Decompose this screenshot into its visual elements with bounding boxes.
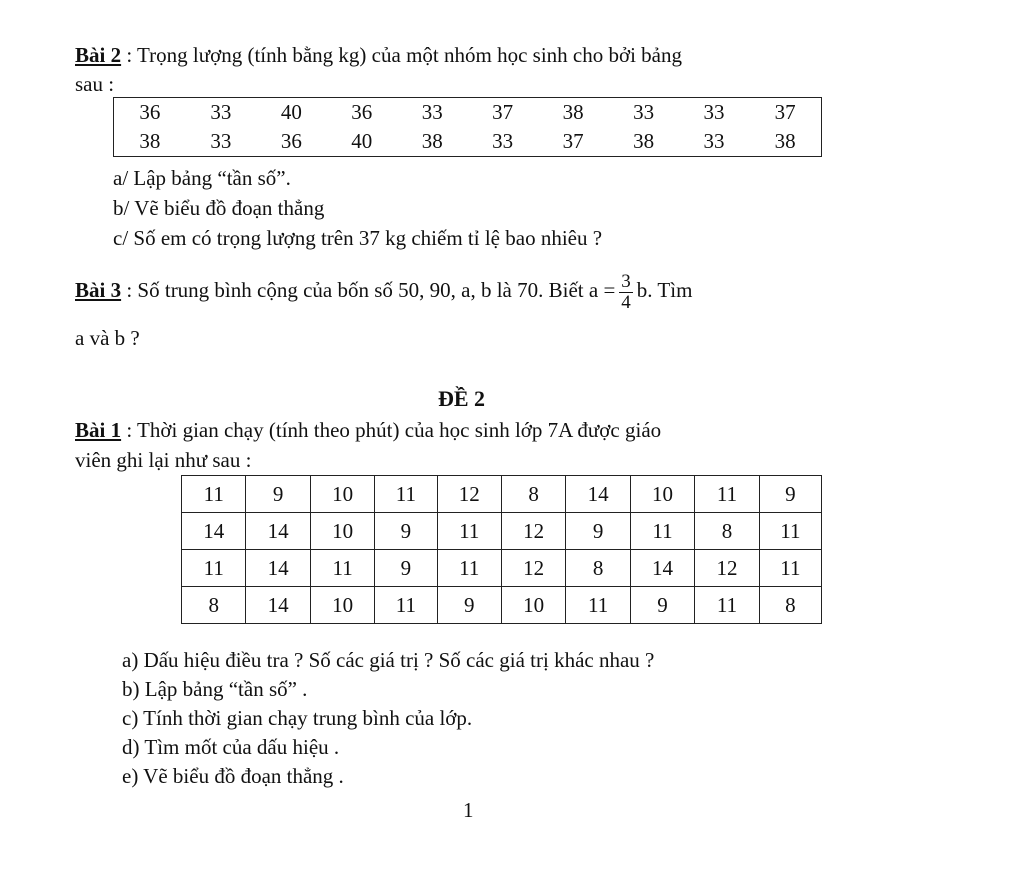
bai2-table-cell: 33 [703,100,725,124]
bai1-table-cell: 12 [501,513,565,550]
fraction-3-4 [619,272,633,313]
bai1-table-cell: 14 [246,550,310,587]
bai1-table-cell: 11 [695,587,759,624]
bai1-table-cell: 11 [695,476,759,513]
bai1-table-cell: 8 [182,587,246,624]
bai1-table-cell: 12 [695,550,759,587]
bai1-table-cell: 11 [437,513,501,550]
bai2-table-cell: 36 [139,100,161,124]
bai1-table-cell: 9 [375,513,437,550]
bai2-table-cell: 37 [492,100,514,124]
bai1-table-cell: 11 [566,587,630,624]
bai1-table-cell: 9 [246,476,310,513]
bai1-table-cell: 11 [375,476,437,513]
bai2-question-c: c/ Số em có trọng lượng trên 37 kg chiếm tỉ lệ bao nhiêu ? [113,226,603,250]
bai2-table-cell: 40 [351,129,373,153]
bai1-table-cell: 14 [246,587,310,624]
bai1-table-cell: 8 [501,476,565,513]
bai1-question-d: d) Tìm mốt của dấu hiệu . [122,735,340,759]
bai1-table-row [182,587,822,624]
bai1-table-cell: 10 [310,513,374,550]
bai2-table-cell: 33 [492,129,514,153]
bai1-table-cell: 11 [310,550,374,587]
bai1-table-cell: 12 [501,550,565,587]
bai1-table-row [182,513,822,550]
bai3-text-after: b. Tìm [636,278,693,302]
bai2-question-a: a/ Lập bảng “tần số”. [113,166,291,190]
bai1-table-cell: 12 [437,476,501,513]
bai2-table-cell: 38 [421,129,443,153]
bai2-text: : Trọng lượng (tính bằng kg) của một nhóm học sinh cho bởi bảng [126,43,682,67]
bai2-table-cell: 33 [210,129,232,153]
bai1-table-cell: 10 [310,476,374,513]
bai1-question-e: e) Vẽ biểu đồ đoạn thẳng . [122,764,344,788]
bai1-question-c: c) Tính thời gian chạy trung bình của lớp. [122,706,473,730]
bai1-table-cell: 14 [182,513,246,550]
bai1-table-cell: 11 [630,513,694,550]
bai1-table-cell: 9 [759,476,821,513]
bai2-line1 [75,43,682,67]
bai1-table-cell: 11 [182,550,246,587]
bai1-table-cell: 8 [695,513,759,550]
bai1-table-row [182,476,822,513]
bai2-table-cell: 37 [774,100,796,124]
bai1-line1 [75,418,661,442]
bai2-line2: sau : [75,72,115,96]
fraction-denominator: 4 [621,291,631,313]
bai3-line1 [75,270,692,313]
bai1-table-cell: 14 [246,513,310,550]
bai1-time-table [181,475,822,624]
bai2-table-cell: 33 [210,100,232,124]
bai2-title: Bài 2 [75,43,122,67]
bai2-table-cell: 36 [351,100,373,124]
bai2-table-row [114,127,822,157]
bai2-table-cell: 33 [703,129,725,153]
bai2-weight-table [113,97,822,157]
bai1-table-cell: 10 [310,587,374,624]
bai1-text: : Thời gian chạy (tính theo phút) của học sinh lớp 7A được giáo [126,418,662,442]
bai1-line2: viên ghi lại như sau : [75,448,252,472]
bai2-table-cell: 33 [421,100,443,124]
bai1-table-cell: 8 [759,587,821,624]
bai2-table-cell: 36 [280,129,302,153]
bai2-question-b: b/ Vẽ biểu đồ đoạn thẳng [113,196,325,220]
bai2-table-cell: 40 [280,100,302,124]
page-number: 1 [463,798,474,822]
bai1-table-cell: 10 [630,476,694,513]
bai3-title: Bài 3 [75,278,122,302]
bai1-table-cell: 9 [566,513,630,550]
bai1-table-cell: 11 [759,550,821,587]
bai1-question-b: b) Lập bảng “tần số” . [122,677,308,701]
bai2-table-row [114,98,822,128]
bai1-table-cell: 9 [375,550,437,587]
bai2-table-cell: 38 [562,100,584,124]
bai2-table-cell: 37 [562,129,584,153]
bai1-table-cell: 11 [375,587,437,624]
fraction-numerator: 3 [621,270,631,292]
bai1-table-cell: 14 [630,550,694,587]
bai2-table-cell: 38 [633,129,655,153]
bai1-table-cell: 9 [437,587,501,624]
de2-heading: ĐỀ 2 [438,386,486,411]
bai1-table-cell: 11 [182,476,246,513]
bai1-table-cell: 11 [759,513,821,550]
bai2-table-cell: 38 [139,129,161,153]
bai1-table-cell: 11 [437,550,501,587]
bai1-title: Bài 1 [75,418,122,442]
bai1-table-cell: 8 [566,550,630,587]
bai1-question-a: a) Dấu hiệu điều tra ? Số các giá trị ? Số các giá trị khác nhau ? [122,648,655,672]
bai1-table-cell: 14 [566,476,630,513]
bai1-table-cell: 9 [630,587,694,624]
bai2-table-cell: 33 [633,100,655,124]
bai3-line2: a và b ? [75,326,140,350]
bai1-table-row [182,550,822,587]
bai2-table-cell: 38 [774,129,796,153]
bai3-text-before: : Số trung bình cộng của bốn số 50, 90, a, b là 70. Biết a = [126,278,616,302]
bai1-table-cell: 10 [501,587,565,624]
